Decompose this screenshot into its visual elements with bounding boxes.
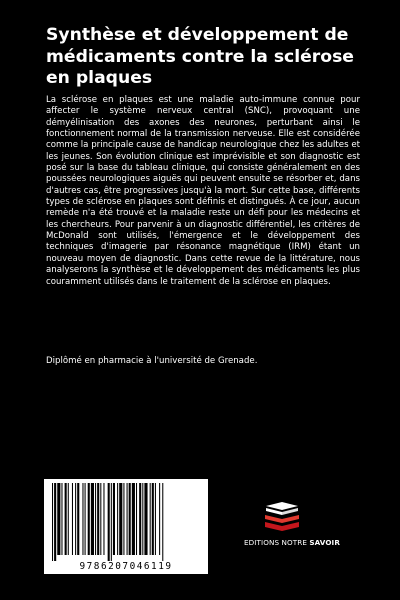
isbn-digit: 0 <box>115 561 123 572</box>
barcode-bar <box>54 483 56 561</box>
isbn-digit: 2 <box>108 561 116 572</box>
barcode-bar <box>123 483 124 555</box>
isbn-digit: 0 <box>129 561 137 572</box>
barcode-bar <box>139 483 141 555</box>
isbn-barcode <box>44 479 208 574</box>
isbn-digit: 1 <box>151 561 159 572</box>
barcode-bar <box>144 483 147 555</box>
isbn-digit: 9 <box>165 561 173 572</box>
isbn-digit: 7 <box>86 561 94 572</box>
barcode-bar <box>75 483 76 555</box>
book-title: Synthèse et développement de médicaments contre la sclérose en plaques <box>46 25 354 88</box>
barcode-bar <box>132 483 135 555</box>
barcode-bar <box>113 483 115 555</box>
isbn-digit: 1 <box>158 561 166 572</box>
barcode-bar <box>52 483 53 561</box>
barcode-bar <box>85 483 86 555</box>
book-abstract: La sclérose en plaques est une maladie auto-immune connue pour affecter le système nerveux central (SNC), provoquant une démyélinisation des axones des neurones, perturbant ainsi le fonctionnement normal de la transmission nerveuse. Elle est considérée comme la principale cause de handicap neurologique chez les adultes et les jeunes. Son évolution clinique est imprévisible et son diagnostic est posé sur la base du tableau clinique, qui consiste généralement en des poussées neurologiques aiguës qui peuvent ensuite se résorber et, dans d'autres cas, être progressives jusqu'à la mort. Sur cette base, différents types de sclérose en plaques sont définis et distingués. À ce jour, aucun remède n'a été trouvé et la maladie reste un défi pour les médecins et les chercheurs. Pour parvenir à un diagnostic différentiel, les critères de McDonald sont utilisés, l'émergence et le développement des techniques d'imagerie par résonance magnétique (IRM) étant un nouveau moyen de diagnostic. Dans cette revue de la littérature, nous analyserons la synthèse et le développement des médicaments les plus couramment utilisés dans le traitement de la sclérose en plaques. <box>46 95 360 287</box>
isbn-digit: 8 <box>93 561 101 572</box>
barcode-bar <box>77 483 79 555</box>
isbn-digit: 9 <box>79 561 87 572</box>
barcode-bar <box>162 483 163 561</box>
barcode-bar <box>65 483 67 555</box>
barcode-bar <box>82 483 83 555</box>
barcode-bar <box>100 483 101 555</box>
barcode-bar <box>152 483 154 555</box>
barcode-bar <box>103 483 104 555</box>
barcode-bar <box>142 483 143 555</box>
barcode-bar <box>108 483 110 561</box>
barcode-bar <box>97 483 99 555</box>
barcode-bars <box>44 479 208 561</box>
barcode-bar <box>95 483 96 555</box>
barcode-bar <box>61 483 62 555</box>
isbn-digit: 6 <box>143 561 152 572</box>
barcode-bar <box>119 483 122 555</box>
barcode-bar <box>129 483 131 555</box>
barcode-bar <box>111 483 112 561</box>
author-bio: Diplômé en pharmacie à l'université de Grenade. <box>46 356 258 366</box>
isbn-digit: 4 <box>136 561 144 572</box>
barcode-bar <box>117 483 118 555</box>
barcode-bar <box>68 483 69 555</box>
publisher-name-bold: SAVOIR <box>309 538 340 547</box>
barcode-bar <box>136 483 137 555</box>
barcode-bar <box>150 483 151 555</box>
book-stack-logo-icon <box>262 500 302 534</box>
isbn-digits-row <box>44 561 208 572</box>
isbn-digit: 7 <box>122 561 130 572</box>
publisher-name <box>232 538 352 547</box>
barcode-bar <box>91 483 94 555</box>
isbn-digit: 6 <box>100 561 109 572</box>
publisher-name-regular: EDITIONS NOTRE <box>244 538 310 547</box>
barcode-bar <box>155 483 156 555</box>
barcode-bar <box>88 483 90 555</box>
barcode-bar <box>72 483 73 555</box>
barcode-bar <box>57 483 60 555</box>
barcode-bar <box>127 483 128 555</box>
barcode-bar <box>159 483 160 555</box>
